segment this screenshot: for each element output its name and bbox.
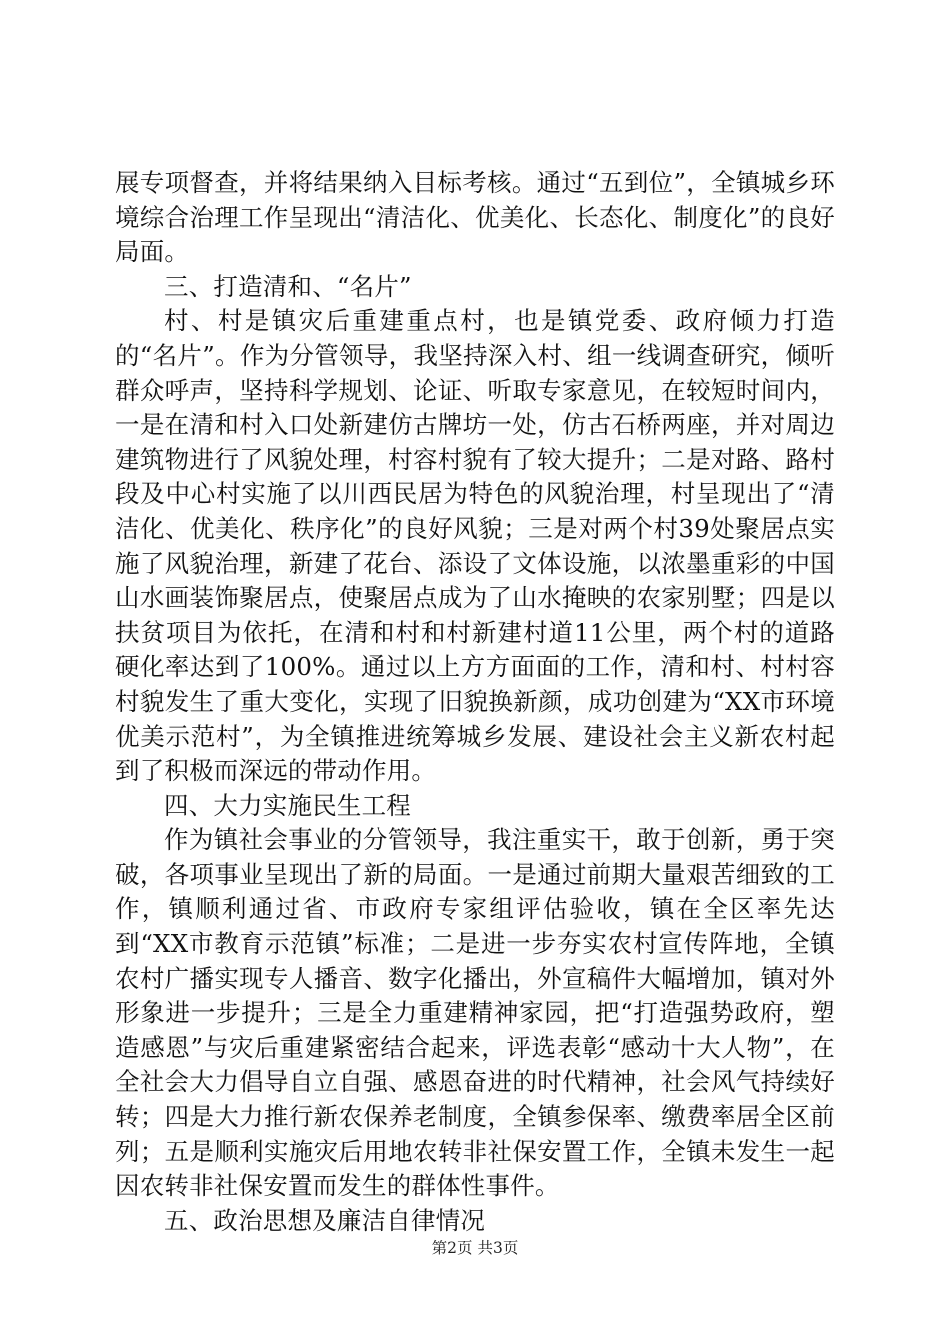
section-heading-five: 五、政治思想及廉洁自律情况 [164, 1205, 486, 1235]
section-heading-three: 三、打造清和、“名片” [164, 271, 412, 301]
section-heading-four: 四、大力实施民生工程 [164, 790, 411, 820]
paragraph-continuation: 展专项督查，并将结果纳入目标考核。通过“五到位”，全镇城乡环境综合治理工作呈现出“清洁化、优美化、长态化、制度化”的良好局面。 [115, 168, 835, 267]
paragraph-livelihood-projects: 作为镇社会事业的分管领导，我注重实干，敢于创新，勇于突破，各项事业呈现出了新的局面。一是通过前期大量艰苦细致的工作，镇顺利通过省、市政府专家组评估验收，镇在全区率先达到“XX市教育示范镇”标准；二是进一步夯实农村宣传阵地，全镇农村广播实现专人播音、数字化播出，外宣稿件大幅增加，镇对外形象进一步提升；三是全力重建精神家园，把“打造强势政府，塑造感恩”与灾后重建紧密结合起来，评选表彰“感动十大人物”，在全社会大力倡导自立自强、感恩奋进的时代精神，社会风气持续好转；四是大力推行新农保养老制度，全镇参保率、缴费率居全区前列；五是顺利实施灾后用地农转非社保安置工作，全镇未发生一起因农转非社保安置而发生的群体性事件。 [115, 825, 835, 1201]
paragraph-village-showcase: 村、村是镇灾后重建重点村，也是镇党委、政府倾力打造的“名片”。作为分管领导，我坚持深入村、组一线调查研究，倾听群众呼声，坚持科学规划、论证、听取专家意见，在较短时间内，一是在清和村入口处新建仿古牌坊一处，仿古石桥两座，并对周边建筑物进行了风貌处理，村容村貌有了较大提升；二是对路、路村段及中心村实施了以川西民居为特色的风貌治理，村呈现出了“清洁化、优美化、秩序化”的良好风貌；三是对两个村39处聚居点实施了风貌治理，新建了花台、添设了文体设施，以浓墨重彩的中国山水画装饰聚居点，使聚居点成为了山水掩映的农家别墅；四是以扶贫项目为依托，在清和村和村新建村道11公里，两个村的道路硬化率达到了100%。通过以上方方面面的工作，清和村、村村容村貌发生了重大变化，实现了旧貌换新颜，成功创建为“XX市环境优美示范村”，为全镇推进统筹城乡发展、建设社会主义新农村起到了积极而深远的带动作用。 [115, 306, 835, 786]
page-footer [0, 1238, 950, 1258]
page-number-label: 第2页 共3页 [431, 1239, 519, 1257]
document-body [115, 166, 835, 1238]
